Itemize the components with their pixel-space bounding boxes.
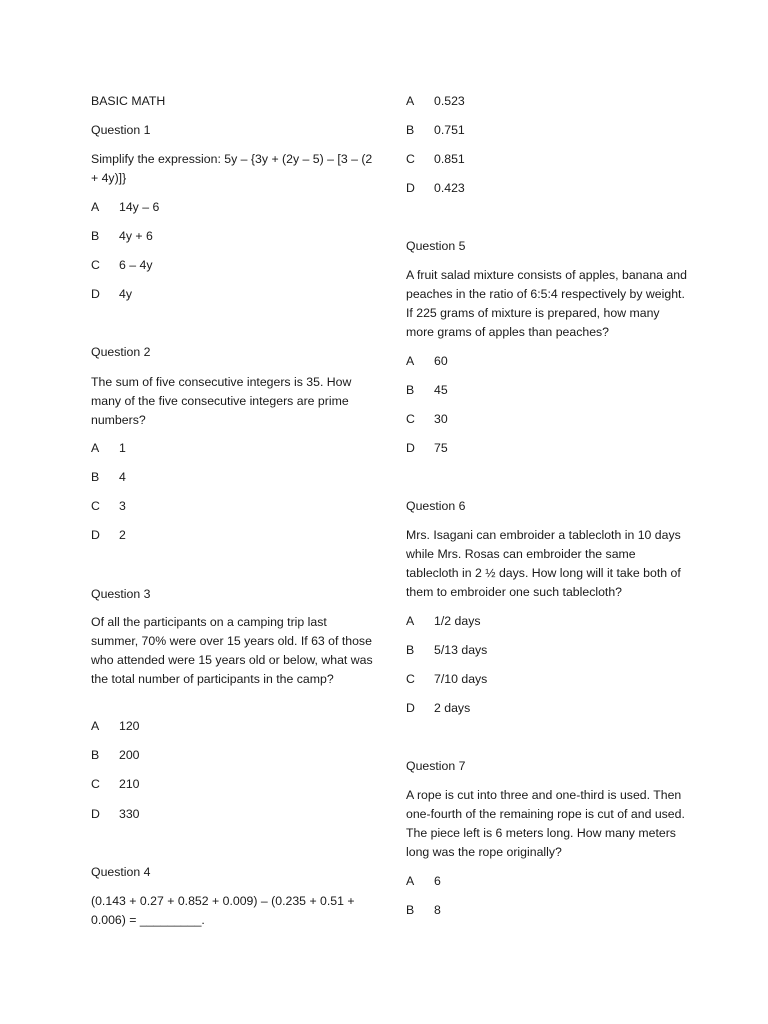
question-2-choice-d: D 2	[91, 528, 126, 542]
question-2-choice-b: B 4	[91, 470, 126, 484]
question-7-heading: Question 7	[406, 759, 466, 773]
question-6-choice-b: B 5/13 days	[406, 643, 488, 657]
question-4-choice-c: C 0.851	[406, 152, 465, 166]
question-7-choice-b: B 8	[406, 903, 441, 917]
question-5-heading: Question 5	[406, 239, 466, 253]
question-3-text: Of all the participants on a camping trip last summer, 70% were over 15 years old. If 63 of those who attended were 15 years old or below, what was the total number of participants in the camp?	[91, 615, 373, 686]
question-3-choice-d: D 330	[91, 807, 140, 821]
question-7-text: A rope is cut into three and one-third is used. Then one-fourth of the remaining rope is cut of and used. The piece left is 6 meters long. How many meters long was the rope originally?	[406, 788, 685, 859]
question-1-text: Simplify the expression: 5y – {3y + (2y – 5) – [3 – (2 + 4y)]}	[91, 152, 373, 185]
question-1-choice-a: A 14y – 6	[91, 200, 160, 214]
question-6-choice-a: A 1/2 days	[406, 614, 481, 628]
question-2-heading: Question 2	[91, 345, 151, 359]
question-2-choice-c: C 3	[91, 499, 126, 513]
question-3-choice-b: B 200	[91, 748, 140, 762]
question-3-choice-c: C 210	[91, 777, 140, 791]
question-5-choice-b: B 45	[406, 383, 448, 397]
question-4-choice-a: A 0.523	[406, 94, 465, 108]
question-6-choice-c: C 7/10 days	[406, 672, 488, 686]
question-1-heading: Question 1	[91, 123, 151, 137]
page-title: BASIC MATH	[91, 94, 166, 108]
question-2-text: The sum of five consecutive integers is 35. How many of the five consecutive integers are prime numbers?	[91, 375, 352, 427]
question-4-text: (0.143 + 0.27 + 0.852 + 0.009) – (0.235 + 0.51 + 0.006) = _________.	[91, 894, 355, 927]
question-3-choice-a: A 120	[91, 719, 140, 733]
question-4-choice-b: B 0.751	[406, 123, 465, 137]
question-3-heading: Question 3	[91, 587, 151, 601]
question-2-choice-a: A 1	[91, 441, 126, 455]
question-4-choice-d: D 0.423	[406, 181, 465, 195]
question-1-choice-d: D 4y	[91, 287, 132, 301]
question-1-choice-c: C 6 – 4y	[91, 258, 153, 272]
question-4-heading: Question 4	[91, 865, 151, 879]
question-6-heading: Question 6	[406, 499, 466, 513]
question-7-choice-a: A 6	[406, 874, 441, 888]
question-6-text: Mrs. Isagani can embroider a tablecloth in 10 days while Mrs. Rosas can embroider the same tablecloth in 2 ½ days. How long will it take both of them to embroider one such tablecloth?	[406, 528, 681, 599]
question-5-choice-a: A 60	[406, 354, 448, 368]
question-1-choice-b: B 4y + 6	[91, 229, 153, 243]
question-6-choice-d: D 2 days	[406, 701, 471, 715]
question-5-choice-d: D 75	[406, 441, 448, 455]
question-5-choice-c: C 30	[406, 412, 448, 426]
question-5-text: A fruit salad mixture consists of apples, banana and peaches in the ratio of 6:5:4 respectively by weight. If 225 grams of mixture is prepared, how many more grams of apples than peaches?	[406, 268, 687, 339]
